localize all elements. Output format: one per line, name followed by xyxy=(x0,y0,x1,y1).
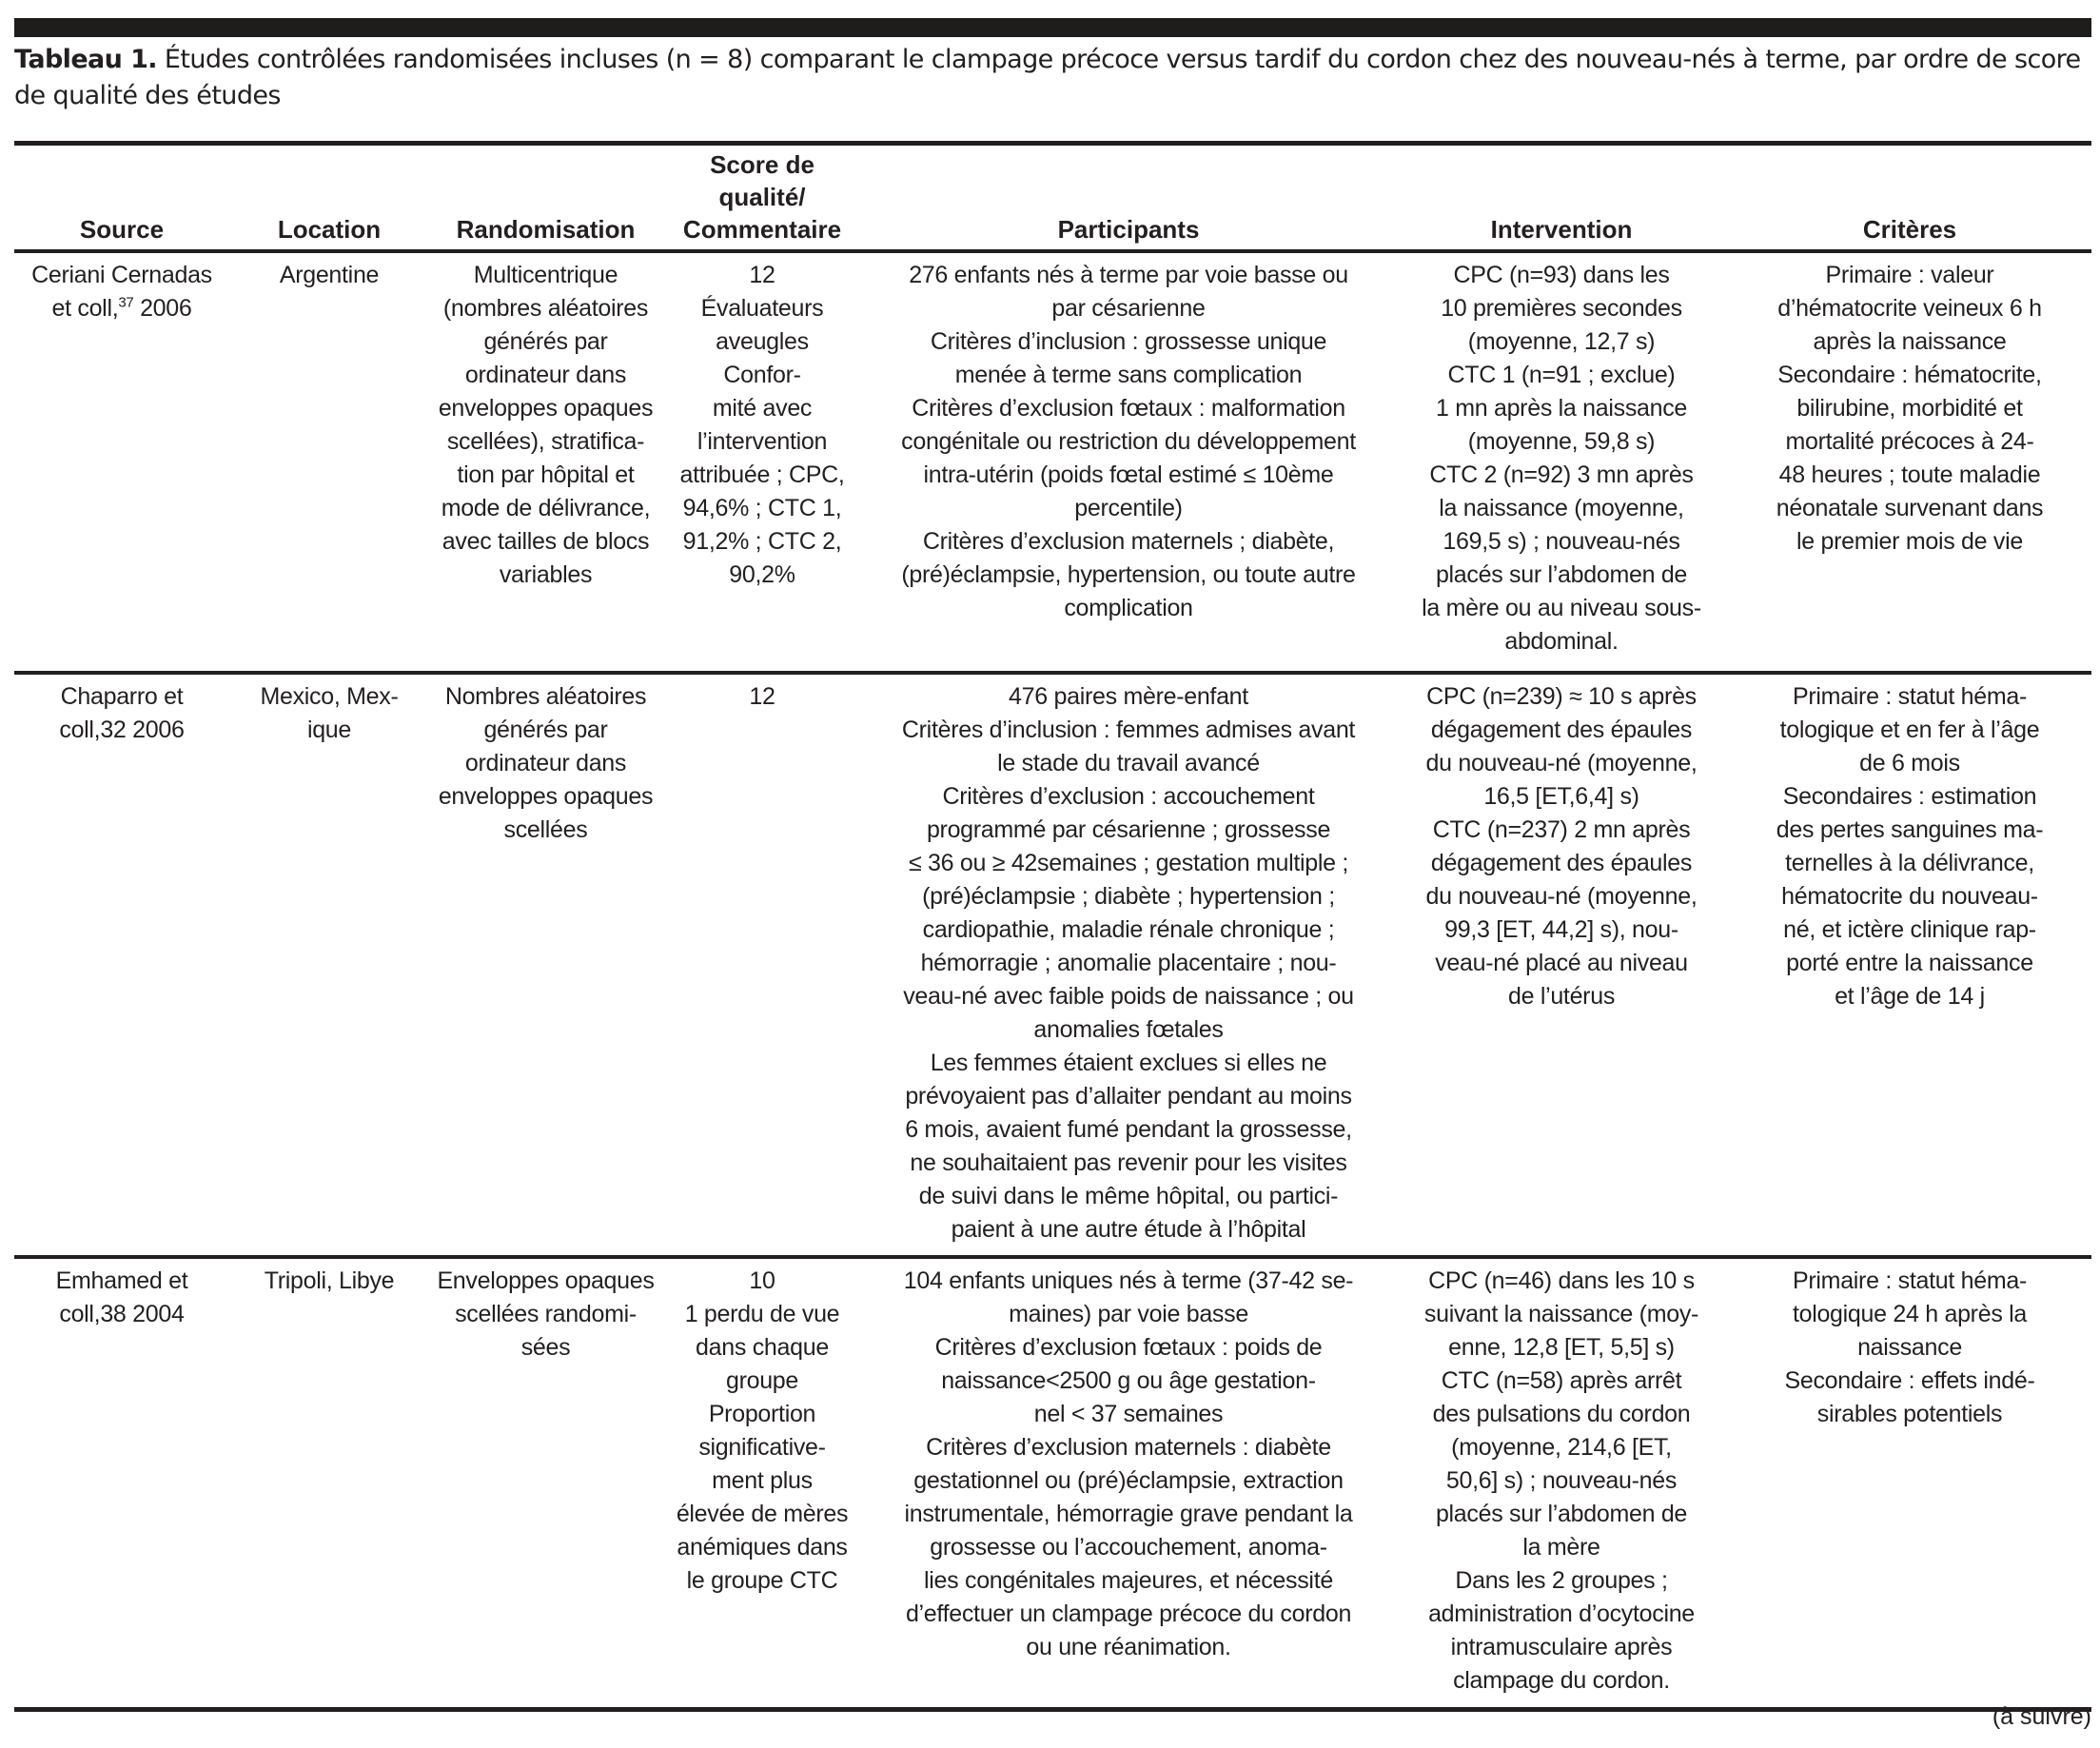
cell-score: 12 Évaluateurs aveugles Confor- mité avec l’intervention attribuée ; CPC, 94,6% ; CTC 1, 91,2% ; CTC 2, 90,2% xyxy=(679,262,845,588)
cell-location: Mexico, Mex- ique xyxy=(260,683,399,743)
cell-criteres: Primaire : valeur d’hématocrite veineux 6 h après la naissance Secondaire : hématocrite, bilirubine, morbidité et mortalité précoces à 24- 48 heures ; toute maladie néonatale survenant dans le premier mois de vie xyxy=(1776,262,2044,555)
col-header-score: Score de qualité/ Commentaire xyxy=(682,150,842,244)
col-header-intervention: Intervention xyxy=(1490,215,1633,244)
cell-intervention: CPC (n=239) ≈ 10 s après dégagement des épaules du nouveau-né (moyenne, 16,5 [ET,6,4] s) CTC (n=237) 2 mn après dégagement des épaules du nouveau-né (moyenne, 99,3 [ET, 44,2] s), nou- veau-né placé au niveau de l’utérus xyxy=(1425,683,1698,1010)
cell-intervention: CPC (n=46) dans les 10 s suivant la naissance (moy- enne, 12,8 [ET, 5,5] s) CTC (n=58) après arrêt des pulsations du cordon (moyenne, 214,6 [ET, 50,6] s) ; nouveau-nés placés sur l’abdomen de la mère Dans les 2 groupes ; administration d’ocytocine intramusculaire après clampage du cordon. xyxy=(1423,1267,1699,1694)
table-row xyxy=(14,1257,2091,1709)
cell-participants: 476 paires mère-enfant Critères d’inclusion : femmes admises avant le stade du travail avancé Critères d’exclusion : accouchement programmé par césarienne ; grossesse ≤ 36 ou ≥ 42semaines ; gestation multiple ; (pré)éclampsie ; diabète ; hypertension ; cardiopathie, maladie rénale chronique ; hémorragie ; anomalie placentaire ; nou- veau-né avec faible poids de naissance ; ou anomalies fœtales Les femmes étaient exclues si elles ne prévoyaient pas d’allaiter pendant au moins 6 mois, avaient fumé pendant la grossesse, ne souhaitaient pas revenir pour les visites de suivi dans le même hôpital, ou partici- paient à une autre étude à l’hôpital xyxy=(901,683,1356,1243)
table-top-rule xyxy=(14,141,2091,146)
studies-table xyxy=(14,143,2091,1712)
cell-randomisation: Multicentrique (nombres aléatoires générés par ordinateur dans enveloppes opaques scellées), stratifica- tion par hôpital et mode de délivrance, avec tailles de blocs variables xyxy=(438,262,654,588)
cell-participants: 104 enfants uniques nés à terme (37-42 se- maines) par voie basse Critères d’exclusion fœtaux : poids de naissance<2500 g ou âge gestation- nel < 37 semaines Critères d’exclusion maternels : diabète gestationnel ou (pré)éclampsie, extraction instrumentale, hémorragie grave pendant la grossesse ou l’accouchement, anoma- lies congénitales majeures, et nécessité d’effectuer un clampage précoce du cordon ou une réanimation. xyxy=(903,1267,1354,1660)
table-row xyxy=(14,673,2091,1257)
col-header-criteres: Critères xyxy=(1862,215,1957,244)
caption-label: Tableau 1. xyxy=(14,45,157,74)
continued-note: (à suivre) xyxy=(1992,1703,2091,1730)
cell-criteres: Primaire : statut héma- tologique 24 h après la naissance Secondaire : effets indé- sirables potentiels xyxy=(1784,1267,2035,1427)
header-bar xyxy=(14,18,2091,37)
cell-source: Ceriani Cernadas et coll,$^{37}$ 2006 xyxy=(31,262,212,322)
cell-randomisation: Enveloppes opaques scellées randomi- sées xyxy=(437,1267,655,1361)
col-header-randomisation: Randomisation xyxy=(456,215,636,244)
reference-superscript: 37 xyxy=(118,294,134,311)
col-header-source: Source xyxy=(79,215,165,244)
header-row xyxy=(14,143,2091,251)
table-row xyxy=(14,251,2091,673)
cell-location: Tripoli, Libye xyxy=(264,1267,395,1294)
cell-source: Chaparro et coll,32 2006 xyxy=(59,683,185,743)
cell-score: 12 xyxy=(749,683,775,710)
col-header-location: Location xyxy=(277,215,382,244)
cell-source: Emhamed et coll,38 2004 xyxy=(55,1267,188,1327)
cell-location: Argentine xyxy=(279,262,380,288)
col-header-participants: Participants xyxy=(1057,215,1200,244)
caption-text: Études contrôlées randomisées incluses (n = 8) comparant le clampage précoce versus tardif du cordon chez des nouveau-nés à terme, par ordre de score de qualité des études xyxy=(14,45,2081,110)
cell-score: 10 1 perdu de vue dans chaque groupe Proportion significative- ment plus élevée de mères anémiques dans le groupe CTC xyxy=(676,1267,849,1594)
cell-randomisation: Nombres aléatoires générés par ordinateur dans enveloppes opaques scellées xyxy=(438,683,654,843)
cell-criteres: Primaire : statut héma- tologique et en fer à l’âge de 6 mois Secondaires : estimation des pertes sanguines ma- ternelles à la délivrance, hématocrite du nouveau- né, et ictère clinique rap- porté entre la naissance et l’âge de 14 j xyxy=(1776,683,2044,1010)
table-caption xyxy=(14,42,2091,114)
cell-intervention: CPC (n=93) dans les 10 premières secondes (moyenne, 12,7 s) CTC 1 (n=91 ; exclue) 1 mn après la naissance (moyenne, 59,8 s) CTC 2 (n=92) 3 mn après la naissance (moyenne, 169,5 s) ; nouveau-nés placés sur l’abdomen de la mère ou au niveau sous- abdominal. xyxy=(1422,262,1701,655)
cell-participants: 276 enfants nés à terme par voie basse ou par césarienne Critères d’inclusion : grossesse unique menée à terme sans complication Critères d’exclusion fœtaux : malformation congénitale ou restriction du développement intra-utérin (poids fœtal estimé ≤ 10ème percentile) Critères d’exclusion maternels ; diabète, (pré)éclampsie, hypertension, ou toute autre complication xyxy=(901,262,1356,621)
